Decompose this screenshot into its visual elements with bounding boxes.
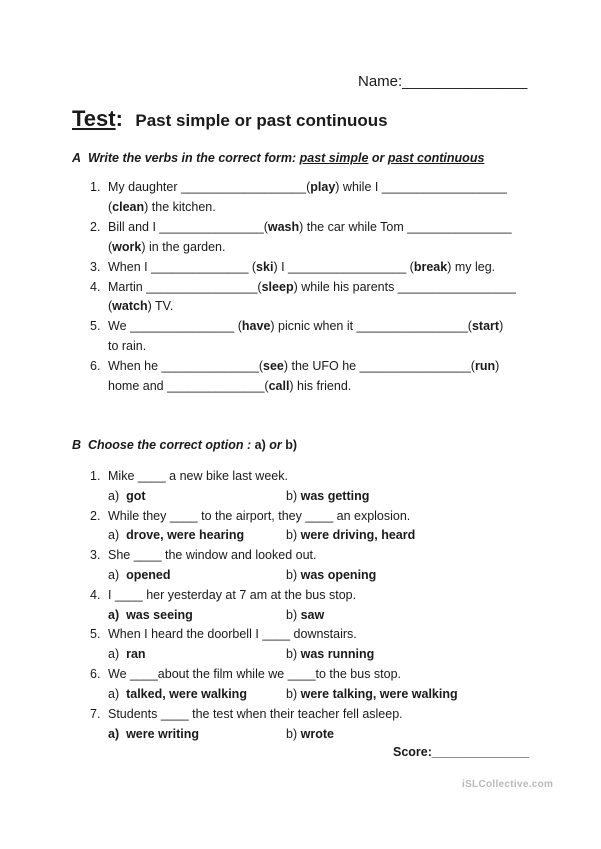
answer-option-b: b) was opening	[286, 568, 377, 582]
section-b-instruction-text: Choose the correct option :	[87, 438, 252, 452]
question-text: She ____ the window and looked out.	[108, 548, 317, 562]
section-a-or: or	[371, 151, 385, 165]
list-item: When I ______________ (ski) I _________________ (break) my leg.	[108, 260, 496, 274]
answer-option-b: b) were talking, were walking	[286, 687, 458, 701]
answer-option-a: a) drove, were hearing	[108, 528, 245, 542]
title-subtitle: Past simple or past continuous	[135, 111, 388, 130]
question-text: We ____about the film while we ____to the bus stop.	[108, 667, 402, 681]
section-a-letter: A	[72, 151, 82, 165]
list-item: When he ______________(see) the UFO he ________________(run)	[108, 359, 500, 373]
question-text: Students ____ the test when their teacher fell asleep.	[108, 707, 403, 721]
list-item-continuation: home and ______________(call) his friend.	[108, 379, 352, 393]
question-text: Mike ____ a new bike last week.	[108, 469, 288, 483]
item-number: 1.	[90, 180, 101, 194]
item-number: 5.	[90, 319, 101, 333]
answer-option-b: b) were driving, heard	[286, 528, 416, 542]
answer-option-a: a) was seeing	[108, 608, 193, 622]
section-b-letter: B	[72, 438, 82, 452]
item-number: 2.	[90, 220, 101, 234]
title-test: Test	[72, 106, 116, 131]
footer-watermark: iSLCollective.com	[462, 779, 554, 790]
score-label: Score:______________	[393, 745, 530, 759]
title-colon: :	[115, 106, 123, 131]
list-item: Bill and I _______________(wash) the car while Tom _______________	[108, 220, 512, 234]
item-number: 3.	[90, 260, 101, 274]
list-item: Martin ________________(sleep) while his parents _________________	[108, 280, 516, 294]
item-number: 6.	[90, 359, 101, 373]
section-a-instruction	[72, 151, 484, 165]
list-item-continuation: to rain.	[108, 339, 147, 353]
section-b-option-b: b)	[285, 438, 298, 452]
page-title	[72, 106, 388, 132]
list-item-continuation: (work) in the garden.	[108, 240, 226, 254]
question-text: I ____ her yesterday at 7 am at the bus stop.	[108, 588, 357, 602]
list-item: My daughter __________________(play) while I __________________	[108, 180, 507, 194]
question-text: When I heard the doorbell I ____ downstairs.	[108, 627, 357, 641]
section-a-option-past-continuous: past continuous	[387, 151, 485, 165]
list-item-continuation: (clean) the kitchen.	[108, 200, 216, 214]
answer-option-a: a) talked, were walking	[108, 687, 247, 701]
section-a-instruction-text: Write the verbs in the correct form:	[87, 151, 297, 165]
list-item: We _______________ (have) picnic when it ________________(start)	[108, 319, 504, 333]
answer-option-b: b) saw	[286, 608, 325, 622]
answer-option-b: b) was getting	[286, 489, 370, 503]
section-b-or: or	[269, 438, 282, 452]
answer-option-b: b) wrote	[286, 727, 334, 741]
answer-option-a: a) got	[108, 489, 146, 503]
answer-option-b: b) was running	[286, 647, 375, 661]
list-item-continuation: (watch) TV.	[108, 299, 174, 313]
question-text: While they ____ to the airport, they ____ an explosion.	[108, 509, 411, 523]
item-number: 2.	[90, 509, 101, 523]
item-number: 7.	[90, 707, 101, 721]
answer-option-a: a) opened	[108, 568, 171, 582]
item-number: 4.	[90, 588, 101, 602]
section-b-option-a: a)	[254, 438, 266, 452]
item-number: 1.	[90, 469, 101, 483]
section-a-option-past-simple: past simple	[299, 151, 369, 165]
item-number: 4.	[90, 280, 101, 294]
section-b-instruction	[72, 438, 297, 452]
item-number: 5.	[90, 627, 101, 641]
item-number: 3.	[90, 548, 101, 562]
answer-option-a: a) ran	[108, 647, 146, 661]
answer-option-a: a) were writing	[108, 727, 200, 741]
name-field-label: Name:_______________	[358, 73, 528, 90]
item-number: 6.	[90, 667, 101, 681]
